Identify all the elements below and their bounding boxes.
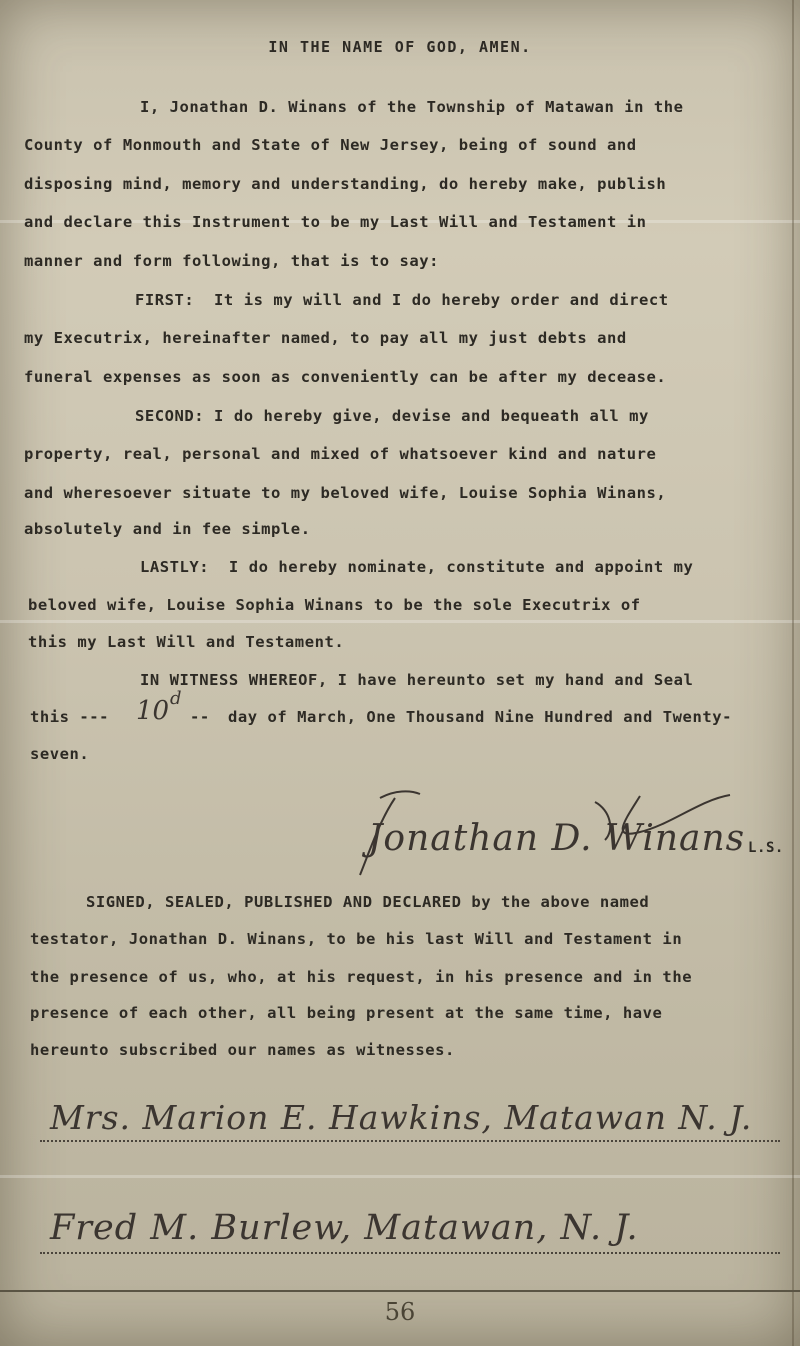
- footer-rule: [0, 1290, 800, 1292]
- witness-2-signature: Fred M. Burlew, Matawan, N. J.: [50, 1208, 639, 1248]
- witness-2-line: [40, 1252, 780, 1254]
- document-title: IN THE NAME OF GOD, AMEN.: [268, 38, 532, 56]
- clause-lastly: LASTLY: I do hereby nominate, constitute and appoint my: [140, 558, 694, 576]
- body-line: presence of each other, all being present at the same time, have: [30, 1004, 663, 1022]
- clause-first: FIRST: It is my will and I do hereby order and direct: [135, 291, 669, 309]
- handwritten-day: 10: [136, 696, 170, 726]
- seal-mark: L.S.: [748, 840, 784, 856]
- paper-fold: [0, 1175, 800, 1178]
- testator-signature: Jonathan D. Winans: [368, 818, 746, 859]
- witness-clause: IN WITNESS WHEREOF, I have hereunto set my hand and Seal: [140, 671, 694, 689]
- body-line: seven.: [30, 745, 90, 763]
- body-line: disposing mind, memory and understanding, do hereby make, publish: [24, 175, 667, 193]
- body-line: absolutely and in fee simple.: [24, 520, 311, 538]
- body-line: the presence of us, who, at his request, in his presence and in the: [30, 968, 693, 986]
- body-line: I, Jonathan D. Winans of the Township of Matawan in the: [140, 98, 684, 116]
- body-line: and declare this Instrument to be my Last Will and Testament in: [24, 213, 647, 231]
- body-line: beloved wife, Louise Sophia Winans to be the sole Executrix of: [28, 596, 641, 614]
- paper-fold: [0, 620, 800, 623]
- date-line-start: this ---: [30, 708, 110, 726]
- date-dashes: --: [190, 708, 210, 726]
- body-line: my Executrix, hereinafter named, to pay all my just debts and: [24, 329, 627, 347]
- witness-1-signature: Mrs. Marion E. Hawkins, Matawan N. J.: [50, 1098, 753, 1137]
- date-line-end: day of March, One Thousand Nine Hundred and Twenty-: [228, 708, 732, 726]
- body-line: County of Monmouth and State of New Jersey, being of sound and: [24, 136, 637, 154]
- body-line: and wheresoever situate to my beloved wife, Louise Sophia Winans,: [24, 484, 667, 502]
- body-line: this my Last Will and Testament.: [28, 633, 345, 651]
- body-line: property, real, personal and mixed of whatsoever kind and nature: [24, 445, 657, 463]
- body-line: hereunto subscribed our names as witnesses.: [30, 1041, 455, 1059]
- clause-second: SECOND: I do hereby give, devise and bequeath all my: [135, 407, 649, 425]
- body-line: funeral expenses as soon as conveniently can be after my decease.: [24, 368, 667, 386]
- page-number: 56: [384, 1298, 416, 1326]
- body-line: manner and form following, that is to say:: [24, 252, 440, 270]
- witness-1-line: [40, 1140, 780, 1142]
- paper-edge: [792, 0, 794, 1346]
- handwritten-day-suffix: d: [170, 688, 182, 709]
- attestation-clause: SIGNED, SEALED, PUBLISHED AND DECLARED by the above named: [86, 893, 650, 911]
- body-line: testator, Jonathan D. Winans, to be his last Will and Testament in: [30, 930, 683, 948]
